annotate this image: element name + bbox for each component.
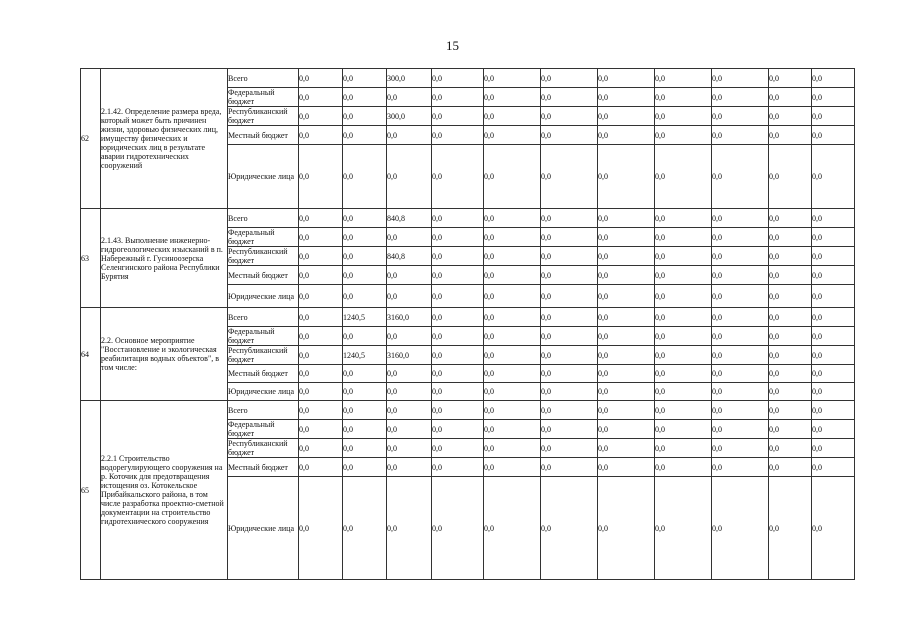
value-cell: 0,0 bbox=[712, 365, 769, 383]
value-cell: 0,0 bbox=[432, 477, 484, 580]
value-cell: 0,0 bbox=[484, 69, 541, 88]
value-cell: 0,0 bbox=[655, 383, 712, 401]
value-cell: 0,0 bbox=[812, 107, 855, 126]
value-cell: 0,0 bbox=[769, 327, 812, 346]
value-cell: 0,0 bbox=[712, 88, 769, 107]
value-cell: 0,0 bbox=[769, 88, 812, 107]
value-cell: 0,0 bbox=[769, 477, 812, 580]
value-cell: 0,0 bbox=[484, 88, 541, 107]
value-cell: 0,0 bbox=[769, 346, 812, 365]
value-cell: 0,0 bbox=[598, 126, 655, 145]
page-number: 15 bbox=[446, 38, 459, 53]
value-cell: 0,0 bbox=[343, 365, 387, 383]
budget-table bbox=[80, 68, 855, 580]
value-cell: 0,0 bbox=[484, 308, 541, 327]
value-cell: 0,0 bbox=[387, 285, 432, 308]
funding-source: Юридические лица bbox=[228, 285, 299, 308]
value-cell: 0,0 bbox=[598, 285, 655, 308]
value-cell: 0,0 bbox=[541, 88, 598, 107]
activity-title: 2.1.42. Определение размера вреда, который может быть причинен жизни, здоровью физических лиц, имуществу физических и юридических лиц в результате аварии гидротехнических сооружений bbox=[101, 69, 228, 209]
value-cell: 0,0 bbox=[343, 266, 387, 285]
funding-source: Всего bbox=[228, 308, 299, 327]
value-cell: 0,0 bbox=[387, 88, 432, 107]
funding-source: Местный бюджет bbox=[228, 126, 299, 145]
value-cell: 0,0 bbox=[484, 458, 541, 477]
value-cell: 1240,5 bbox=[343, 308, 387, 327]
value-cell: 0,0 bbox=[812, 285, 855, 308]
value-cell: 0,0 bbox=[712, 145, 769, 209]
value-cell: 0,0 bbox=[343, 145, 387, 209]
value-cell: 0,0 bbox=[769, 69, 812, 88]
value-cell: 0,0 bbox=[299, 477, 343, 580]
value-cell: 0,0 bbox=[484, 107, 541, 126]
value-cell: 300,0 bbox=[387, 107, 432, 126]
value-cell: 0,0 bbox=[598, 420, 655, 439]
value-cell: 0,0 bbox=[712, 209, 769, 228]
value-cell: 0,0 bbox=[712, 477, 769, 580]
value-cell: 0,0 bbox=[387, 401, 432, 420]
value-cell: 0,0 bbox=[484, 126, 541, 145]
value-cell: 0,0 bbox=[387, 439, 432, 458]
value-cell: 0,0 bbox=[712, 383, 769, 401]
value-cell: 0,0 bbox=[432, 126, 484, 145]
value-cell: 0,0 bbox=[655, 308, 712, 327]
value-cell: 0,0 bbox=[432, 247, 484, 266]
funding-source: Республиканский бюджет bbox=[228, 247, 299, 266]
value-cell: 0,0 bbox=[812, 126, 855, 145]
value-cell: 0,0 bbox=[343, 383, 387, 401]
value-cell: 0,0 bbox=[484, 228, 541, 247]
value-cell: 0,0 bbox=[343, 126, 387, 145]
value-cell: 0,0 bbox=[299, 308, 343, 327]
value-cell: 300,0 bbox=[387, 69, 432, 88]
value-cell: 0,0 bbox=[769, 209, 812, 228]
value-cell: 0,0 bbox=[541, 266, 598, 285]
funding-source: Федеральный бюджет bbox=[228, 228, 299, 247]
funding-source: Юридические лица bbox=[228, 383, 299, 401]
value-cell: 0,0 bbox=[343, 458, 387, 477]
value-cell: 0,0 bbox=[343, 420, 387, 439]
value-cell: 0,0 bbox=[484, 209, 541, 228]
funding-source: Всего bbox=[228, 69, 299, 88]
funding-source: Республиканский бюджет bbox=[228, 107, 299, 126]
funding-source: Юридические лица bbox=[228, 477, 299, 580]
value-cell: 0,0 bbox=[541, 401, 598, 420]
value-cell: 0,0 bbox=[655, 458, 712, 477]
value-cell: 0,0 bbox=[769, 107, 812, 126]
value-cell: 0,0 bbox=[655, 477, 712, 580]
value-cell: 0,0 bbox=[484, 327, 541, 346]
value-cell: 0,0 bbox=[598, 439, 655, 458]
value-cell: 0,0 bbox=[655, 266, 712, 285]
value-cell: 0,0 bbox=[432, 458, 484, 477]
value-cell: 0,0 bbox=[387, 458, 432, 477]
value-cell: 0,0 bbox=[712, 327, 769, 346]
funding-source: Республиканский бюджет bbox=[228, 439, 299, 458]
value-cell: 0,0 bbox=[432, 69, 484, 88]
value-cell: 0,0 bbox=[484, 477, 541, 580]
value-cell: 0,0 bbox=[655, 107, 712, 126]
value-cell: 0,0 bbox=[598, 266, 655, 285]
value-cell: 0,0 bbox=[655, 247, 712, 266]
value-cell: 0,0 bbox=[387, 145, 432, 209]
value-cell: 0,0 bbox=[432, 266, 484, 285]
value-cell: 0,0 bbox=[712, 308, 769, 327]
value-cell: 0,0 bbox=[299, 126, 343, 145]
value-cell: 0,0 bbox=[432, 401, 484, 420]
value-cell: 0,0 bbox=[598, 458, 655, 477]
value-cell: 0,0 bbox=[299, 458, 343, 477]
value-cell: 0,0 bbox=[387, 266, 432, 285]
table-row bbox=[81, 69, 855, 88]
value-cell: 0,0 bbox=[812, 346, 855, 365]
table-row bbox=[81, 308, 855, 327]
value-cell: 0,0 bbox=[769, 308, 812, 327]
row-number: 65 bbox=[81, 401, 101, 580]
value-cell: 0,0 bbox=[812, 365, 855, 383]
value-cell: 0,0 bbox=[484, 346, 541, 365]
value-cell: 0,0 bbox=[484, 383, 541, 401]
value-cell: 0,0 bbox=[343, 439, 387, 458]
value-cell: 0,0 bbox=[343, 477, 387, 580]
activity-title: 2.2. Основное мероприятие "Восстановление и экологическая реабилитация водных объектов", в том числе: bbox=[101, 308, 228, 401]
funding-source: Всего bbox=[228, 401, 299, 420]
value-cell: 0,0 bbox=[812, 209, 855, 228]
value-cell: 0,0 bbox=[712, 401, 769, 420]
value-cell: 3160,0 bbox=[387, 308, 432, 327]
value-cell: 0,0 bbox=[769, 247, 812, 266]
value-cell: 0,0 bbox=[598, 383, 655, 401]
value-cell: 0,0 bbox=[343, 107, 387, 126]
value-cell: 0,0 bbox=[343, 228, 387, 247]
value-cell: 0,0 bbox=[299, 420, 343, 439]
value-cell: 0,0 bbox=[812, 228, 855, 247]
value-cell: 0,0 bbox=[655, 439, 712, 458]
value-cell: 0,0 bbox=[812, 266, 855, 285]
value-cell: 0,0 bbox=[432, 346, 484, 365]
value-cell: 0,0 bbox=[432, 228, 484, 247]
value-cell: 0,0 bbox=[541, 383, 598, 401]
value-cell: 0,0 bbox=[712, 266, 769, 285]
value-cell: 0,0 bbox=[343, 209, 387, 228]
value-cell: 0,0 bbox=[655, 285, 712, 308]
value-cell: 0,0 bbox=[655, 209, 712, 228]
value-cell: 0,0 bbox=[541, 458, 598, 477]
value-cell: 0,0 bbox=[769, 401, 812, 420]
value-cell: 0,0 bbox=[712, 420, 769, 439]
value-cell: 0,0 bbox=[812, 247, 855, 266]
value-cell: 0,0 bbox=[812, 439, 855, 458]
value-cell: 0,0 bbox=[655, 88, 712, 107]
value-cell: 0,0 bbox=[812, 308, 855, 327]
value-cell: 0,0 bbox=[484, 247, 541, 266]
value-cell: 0,0 bbox=[484, 266, 541, 285]
value-cell: 0,0 bbox=[812, 477, 855, 580]
value-cell: 0,0 bbox=[541, 346, 598, 365]
value-cell: 0,0 bbox=[598, 477, 655, 580]
value-cell: 0,0 bbox=[484, 365, 541, 383]
value-cell: 0,0 bbox=[484, 420, 541, 439]
value-cell: 0,0 bbox=[541, 285, 598, 308]
value-cell: 0,0 bbox=[655, 126, 712, 145]
value-cell: 0,0 bbox=[343, 69, 387, 88]
value-cell: 0,0 bbox=[299, 346, 343, 365]
value-cell: 0,0 bbox=[343, 285, 387, 308]
value-cell: 0,0 bbox=[541, 420, 598, 439]
value-cell: 0,0 bbox=[299, 209, 343, 228]
value-cell: 0,0 bbox=[541, 69, 598, 88]
value-cell: 0,0 bbox=[812, 88, 855, 107]
value-cell: 0,0 bbox=[769, 145, 812, 209]
value-cell: 0,0 bbox=[655, 228, 712, 247]
value-cell: 0,0 bbox=[655, 327, 712, 346]
value-cell: 0,0 bbox=[299, 383, 343, 401]
value-cell: 0,0 bbox=[432, 308, 484, 327]
value-cell: 0,0 bbox=[769, 365, 812, 383]
funding-source: Всего bbox=[228, 209, 299, 228]
value-cell: 0,0 bbox=[299, 327, 343, 346]
value-cell: 0,0 bbox=[541, 247, 598, 266]
funding-source: Федеральный бюджет bbox=[228, 420, 299, 439]
value-cell: 1240,5 bbox=[343, 346, 387, 365]
value-cell: 0,0 bbox=[299, 69, 343, 88]
value-cell: 0,0 bbox=[299, 228, 343, 247]
value-cell: 0,0 bbox=[598, 69, 655, 88]
value-cell: 0,0 bbox=[541, 365, 598, 383]
value-cell: 0,0 bbox=[712, 285, 769, 308]
funding-source: Республиканский бюджет bbox=[228, 346, 299, 365]
value-cell: 0,0 bbox=[598, 401, 655, 420]
value-cell: 0,0 bbox=[769, 439, 812, 458]
value-cell: 0,0 bbox=[598, 247, 655, 266]
value-cell: 0,0 bbox=[484, 439, 541, 458]
value-cell: 0,0 bbox=[769, 228, 812, 247]
value-cell: 0,0 bbox=[769, 285, 812, 308]
value-cell: 0,0 bbox=[712, 126, 769, 145]
value-cell: 0,0 bbox=[655, 69, 712, 88]
value-cell: 0,0 bbox=[432, 365, 484, 383]
value-cell: 0,0 bbox=[432, 88, 484, 107]
value-cell: 0,0 bbox=[387, 365, 432, 383]
value-cell: 0,0 bbox=[299, 145, 343, 209]
table-row bbox=[81, 401, 855, 420]
value-cell: 0,0 bbox=[299, 365, 343, 383]
value-cell: 0,0 bbox=[541, 145, 598, 209]
value-cell: 0,0 bbox=[432, 285, 484, 308]
value-cell: 0,0 bbox=[812, 383, 855, 401]
value-cell: 0,0 bbox=[712, 228, 769, 247]
value-cell: 0,0 bbox=[712, 458, 769, 477]
activity-title: 2.1.43. Выполнение инженерно-гидрогеологических изысканий в п. Набережный г. Гусиноозерска Селенгинского района Республики Бурятия bbox=[101, 209, 228, 308]
value-cell: 0,0 bbox=[655, 420, 712, 439]
value-cell: 0,0 bbox=[598, 145, 655, 209]
value-cell: 0,0 bbox=[484, 401, 541, 420]
value-cell: 0,0 bbox=[299, 285, 343, 308]
value-cell: 0,0 bbox=[712, 346, 769, 365]
value-cell: 0,0 bbox=[812, 420, 855, 439]
value-cell: 0,0 bbox=[769, 420, 812, 439]
value-cell: 0,0 bbox=[432, 439, 484, 458]
funding-source: Федеральный бюджет bbox=[228, 88, 299, 107]
value-cell: 0,0 bbox=[712, 107, 769, 126]
value-cell: 0,0 bbox=[541, 107, 598, 126]
value-cell: 0,0 bbox=[387, 327, 432, 346]
value-cell: 0,0 bbox=[484, 145, 541, 209]
value-cell: 0,0 bbox=[541, 327, 598, 346]
value-cell: 0,0 bbox=[343, 247, 387, 266]
value-cell: 0,0 bbox=[769, 266, 812, 285]
funding-source: Местный бюджет bbox=[228, 458, 299, 477]
value-cell: 0,0 bbox=[387, 477, 432, 580]
value-cell: 0,0 bbox=[387, 228, 432, 247]
value-cell: 0,0 bbox=[299, 107, 343, 126]
activity-title: 2.2.1 Строительство водорегулирующего сооружения на р. Коточик для предотвращения истощения оз. Котокельское Прибайкальского района, в том числе разработка проектно-сметной документации на строительство гидротехнического сооружения bbox=[101, 401, 228, 580]
value-cell: 0,0 bbox=[343, 88, 387, 107]
value-cell: 0,0 bbox=[299, 247, 343, 266]
value-cell: 0,0 bbox=[387, 420, 432, 439]
value-cell: 0,0 bbox=[712, 69, 769, 88]
value-cell: 0,0 bbox=[432, 383, 484, 401]
value-cell: 0,0 bbox=[655, 346, 712, 365]
value-cell: 0,0 bbox=[299, 266, 343, 285]
value-cell: 0,0 bbox=[432, 327, 484, 346]
value-cell: 0,0 bbox=[299, 439, 343, 458]
value-cell: 0,0 bbox=[712, 247, 769, 266]
value-cell: 0,0 bbox=[812, 69, 855, 88]
value-cell: 0,0 bbox=[541, 308, 598, 327]
value-cell: 0,0 bbox=[387, 383, 432, 401]
value-cell: 0,0 bbox=[655, 401, 712, 420]
value-cell: 0,0 bbox=[598, 346, 655, 365]
table-row bbox=[81, 209, 855, 228]
value-cell: 0,0 bbox=[769, 383, 812, 401]
value-cell: 0,0 bbox=[432, 209, 484, 228]
value-cell: 0,0 bbox=[541, 126, 598, 145]
value-cell: 840,8 bbox=[387, 209, 432, 228]
value-cell: 0,0 bbox=[432, 420, 484, 439]
value-cell: 0,0 bbox=[812, 401, 855, 420]
funding-source: Федеральный бюджет bbox=[228, 327, 299, 346]
value-cell: 0,0 bbox=[598, 88, 655, 107]
value-cell: 0,0 bbox=[655, 365, 712, 383]
row-number: 64 bbox=[81, 308, 101, 401]
value-cell: 0,0 bbox=[598, 209, 655, 228]
value-cell: 0,0 bbox=[541, 439, 598, 458]
value-cell: 0,0 bbox=[812, 327, 855, 346]
value-cell: 0,0 bbox=[655, 145, 712, 209]
value-cell: 0,0 bbox=[769, 126, 812, 145]
value-cell: 0,0 bbox=[598, 107, 655, 126]
value-cell: 0,0 bbox=[541, 228, 598, 247]
value-cell: 0,0 bbox=[299, 401, 343, 420]
row-number: 62 bbox=[81, 69, 101, 209]
funding-source: Местный бюджет bbox=[228, 365, 299, 383]
value-cell: 0,0 bbox=[598, 308, 655, 327]
value-cell: 0,0 bbox=[343, 401, 387, 420]
value-cell: 0,0 bbox=[484, 285, 541, 308]
value-cell: 0,0 bbox=[598, 327, 655, 346]
value-cell: 0,0 bbox=[712, 439, 769, 458]
value-cell: 0,0 bbox=[812, 458, 855, 477]
value-cell: 0,0 bbox=[769, 458, 812, 477]
funding-source: Местный бюджет bbox=[228, 266, 299, 285]
value-cell: 0,0 bbox=[541, 209, 598, 228]
value-cell: 0,0 bbox=[812, 145, 855, 209]
value-cell: 0,0 bbox=[343, 327, 387, 346]
funding-source: Юридические лица bbox=[228, 145, 299, 209]
row-number: 63 bbox=[81, 209, 101, 308]
value-cell: 0,0 bbox=[432, 145, 484, 209]
value-cell: 0,0 bbox=[541, 477, 598, 580]
value-cell: 3160,0 bbox=[387, 346, 432, 365]
value-cell: 0,0 bbox=[598, 228, 655, 247]
value-cell: 0,0 bbox=[432, 107, 484, 126]
value-cell: 0,0 bbox=[598, 365, 655, 383]
value-cell: 840,8 bbox=[387, 247, 432, 266]
value-cell: 0,0 bbox=[387, 126, 432, 145]
value-cell: 0,0 bbox=[299, 88, 343, 107]
